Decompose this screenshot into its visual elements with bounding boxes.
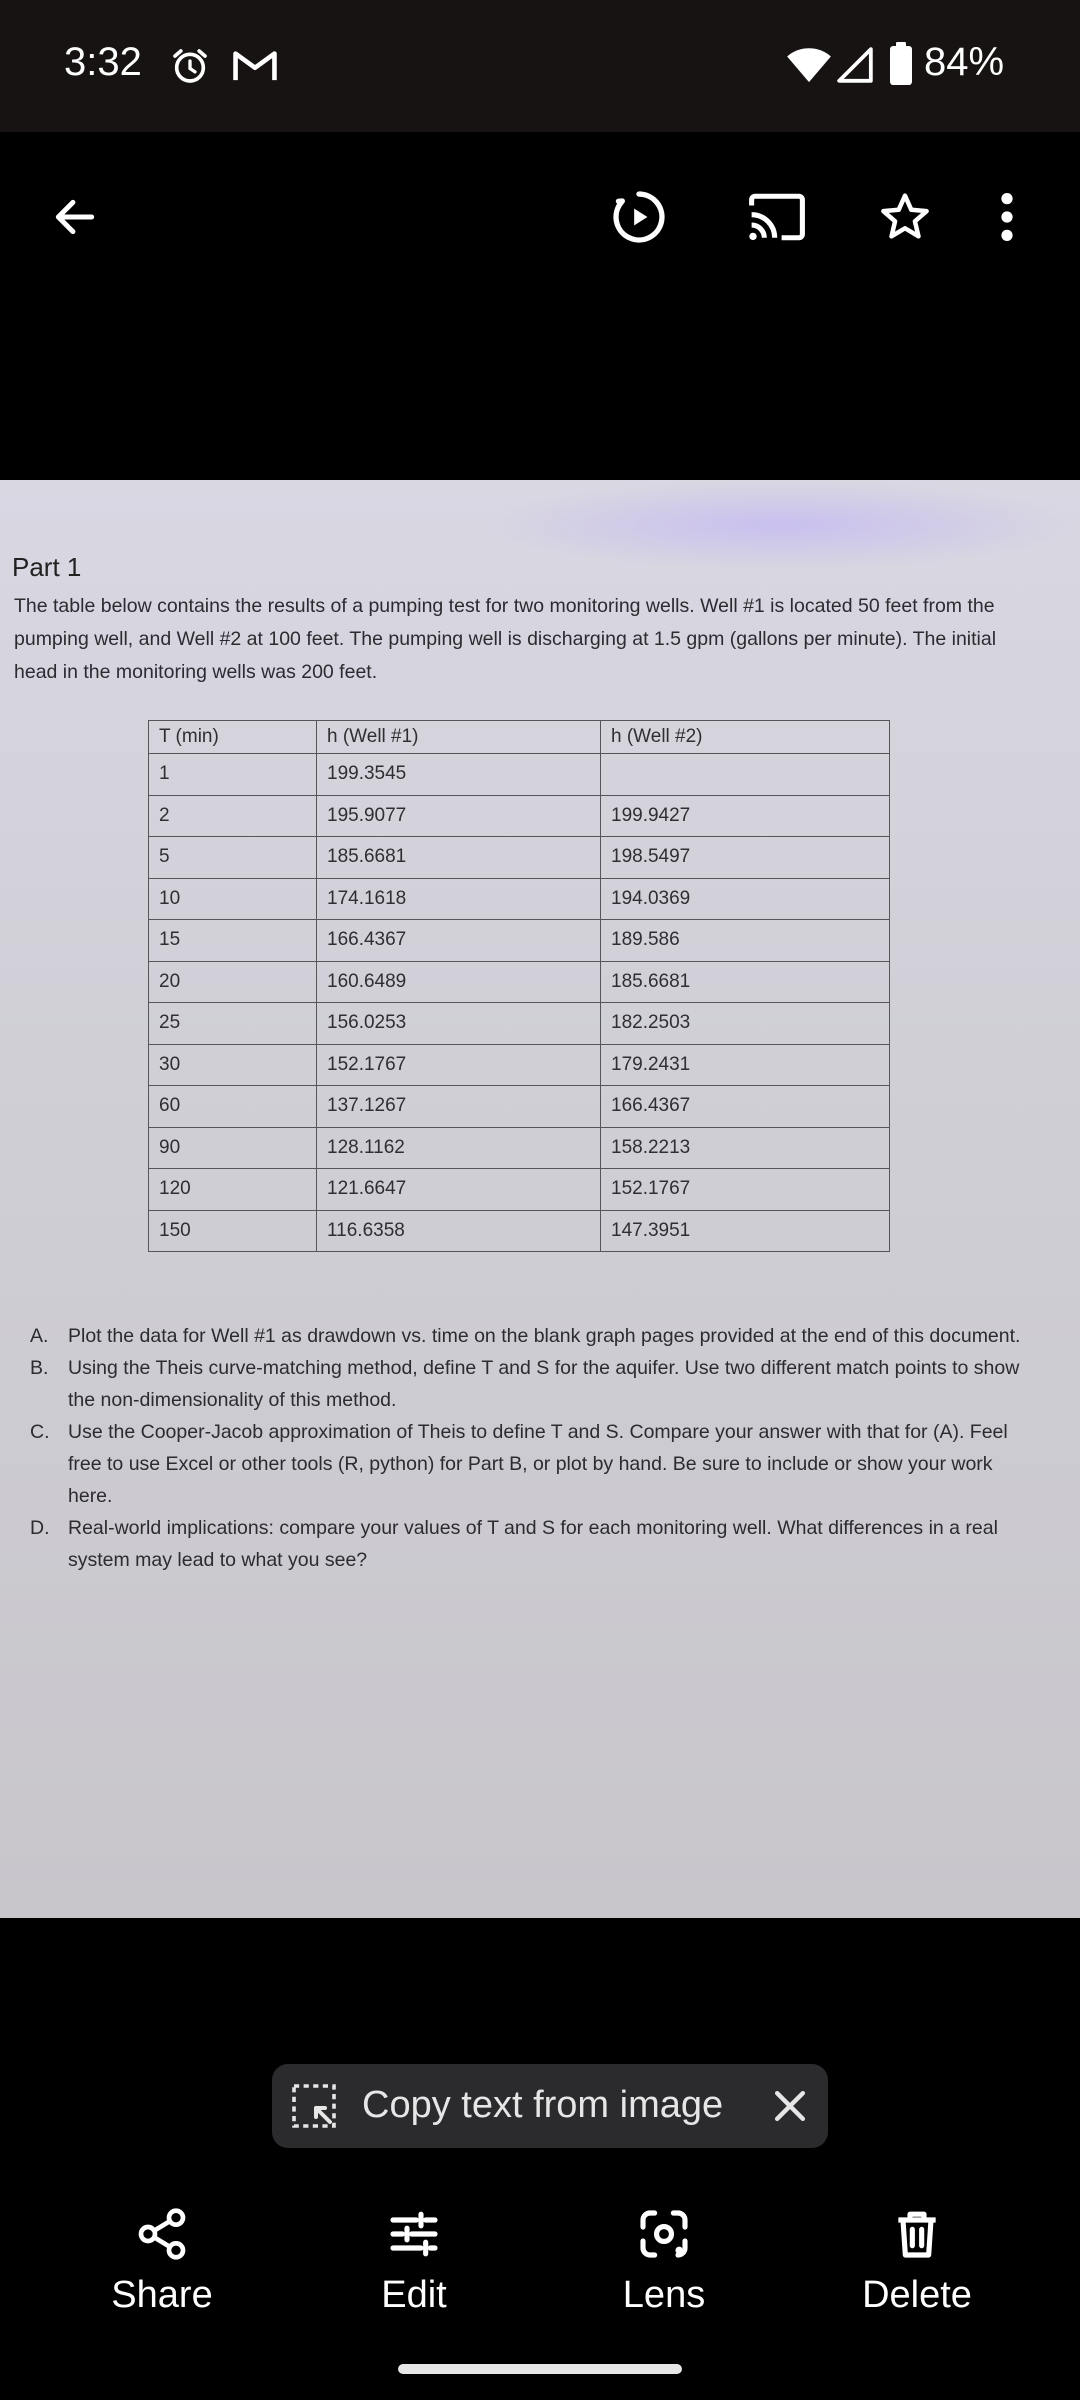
table-header: T (min) bbox=[149, 721, 317, 754]
status-time: 3:32 bbox=[64, 40, 142, 84]
question-letter: C. bbox=[30, 1421, 50, 1443]
signal-icon bbox=[836, 46, 874, 84]
cast-button[interactable] bbox=[742, 182, 812, 252]
more-options-button[interactable] bbox=[982, 182, 1032, 252]
document-heading: Part 1 bbox=[12, 552, 82, 582]
alarm-icon bbox=[170, 46, 210, 86]
table-cell: 5 bbox=[149, 837, 317, 879]
table-cell: 20 bbox=[149, 961, 317, 1003]
table-row bbox=[149, 878, 890, 920]
table-cell: 166.4367 bbox=[601, 1086, 890, 1128]
tune-icon bbox=[386, 2206, 442, 2262]
question-item bbox=[30, 1416, 1040, 1512]
table-header-row bbox=[149, 721, 890, 754]
share-icon bbox=[134, 2206, 190, 2262]
table-row bbox=[149, 920, 890, 962]
table-cell: 30 bbox=[149, 1044, 317, 1086]
lens-button[interactable] bbox=[564, 2200, 764, 2320]
table-cell: 128.1162 bbox=[317, 1127, 601, 1169]
table-row bbox=[149, 1086, 890, 1128]
question-text: Using the Theis curve-matching method, define T and S for the aquifer. Use two different match points to show the non-dimensionality of this method. bbox=[68, 1357, 1020, 1411]
battery-percent: 84% bbox=[924, 40, 1005, 84]
table-row bbox=[149, 1169, 890, 1211]
table-row bbox=[149, 754, 890, 796]
slideshow-button[interactable] bbox=[604, 182, 674, 252]
table-cell: 60 bbox=[149, 1086, 317, 1128]
delete-label: Delete bbox=[862, 2274, 972, 2316]
star-icon bbox=[878, 190, 932, 244]
question-letter: A. bbox=[30, 1325, 49, 1347]
share-label: Share bbox=[111, 2274, 213, 2316]
favorite-button[interactable] bbox=[870, 182, 940, 252]
table-cell bbox=[601, 754, 890, 796]
question-text: Plot the data for Well #1 as drawdown vs. time on the blank graph pages provided at the end of this document. bbox=[68, 1325, 1021, 1347]
table-cell: 10 bbox=[149, 878, 317, 920]
question-text: Real-world implications: compare your values of T and S for each monitoring well. What differences in a real system may lead to what you see? bbox=[68, 1517, 998, 1571]
table-row bbox=[149, 1003, 890, 1045]
close-icon[interactable] bbox=[768, 2084, 812, 2128]
edit-button[interactable] bbox=[314, 2200, 514, 2320]
table-cell: 199.9427 bbox=[601, 795, 890, 837]
gmail-icon bbox=[232, 48, 278, 84]
back-button[interactable] bbox=[40, 182, 110, 252]
table-row bbox=[149, 961, 890, 1003]
question-item bbox=[30, 1320, 1040, 1352]
table-cell: 194.0369 bbox=[601, 878, 890, 920]
table-cell: 120 bbox=[149, 1169, 317, 1211]
document-intro: The table below contains the results of a pumping test for two monitoring wells. Well #1 is located 50 feet from the pumping well, and Well #2 at 100 feet. The pumping well is discharging at 1.5 gpm (gallons per minute). The initial head in the monitoring wells was 200 feet. bbox=[14, 595, 997, 683]
table-cell: 137.1267 bbox=[317, 1086, 601, 1128]
more-vert-icon bbox=[1000, 191, 1014, 243]
cast-icon bbox=[747, 191, 807, 243]
back-arrow-icon bbox=[50, 192, 100, 242]
question-item bbox=[30, 1512, 1040, 1576]
table-header: h (Well #2) bbox=[601, 721, 890, 754]
lens-icon bbox=[636, 2206, 692, 2262]
photo-viewer[interactable] bbox=[0, 480, 1080, 1918]
wifi-icon bbox=[786, 46, 832, 84]
table-row bbox=[149, 1127, 890, 1169]
edit-label: Edit bbox=[381, 2274, 447, 2316]
trash-icon bbox=[889, 2206, 945, 2262]
table-cell: 182.2503 bbox=[601, 1003, 890, 1045]
table-row bbox=[149, 795, 890, 837]
table-cell: 174.1618 bbox=[317, 878, 601, 920]
question-letter: B. bbox=[30, 1357, 49, 1379]
question-letter: D. bbox=[30, 1517, 50, 1539]
table-cell: 25 bbox=[149, 1003, 317, 1045]
slideshow-icon bbox=[610, 188, 668, 246]
table-cell: 150 bbox=[149, 1210, 317, 1252]
table-cell: 166.4367 bbox=[317, 920, 601, 962]
table-cell: 185.6681 bbox=[317, 837, 601, 879]
table-cell: 189.586 bbox=[601, 920, 890, 962]
table-cell: 116.6358 bbox=[317, 1210, 601, 1252]
question-list bbox=[30, 1320, 1040, 1576]
table-cell: 158.2213 bbox=[601, 1127, 890, 1169]
status-bar bbox=[0, 0, 1080, 132]
photo-glare bbox=[480, 480, 1080, 570]
pumping-test-table bbox=[148, 720, 890, 1252]
table-cell: 121.6647 bbox=[317, 1169, 601, 1211]
battery-icon bbox=[888, 42, 914, 86]
copy-text-chip[interactable] bbox=[272, 2064, 828, 2148]
table-cell: 195.9077 bbox=[317, 795, 601, 837]
table-cell: 179.2431 bbox=[601, 1044, 890, 1086]
home-indicator[interactable] bbox=[398, 2364, 682, 2374]
table-row bbox=[149, 1210, 890, 1252]
question-text: Use the Cooper-Jacob approximation of Theis to define T and S. Compare your answer with that for (A). Feel free to use Excel or other tools (R, python) for Part B, or plot by hand. Be sure to include or show your work here. bbox=[68, 1421, 1008, 1507]
share-button[interactable] bbox=[62, 2200, 262, 2320]
table-cell: 2 bbox=[149, 795, 317, 837]
table-cell: 147.3951 bbox=[601, 1210, 890, 1252]
table-row bbox=[149, 837, 890, 879]
table-cell: 156.0253 bbox=[317, 1003, 601, 1045]
table-cell: 199.3545 bbox=[317, 754, 601, 796]
table-cell: 160.6489 bbox=[317, 961, 601, 1003]
table-cell: 198.5497 bbox=[601, 837, 890, 879]
copy-text-label: Copy text from image bbox=[362, 2084, 724, 2126]
lens-label: Lens bbox=[622, 2274, 706, 2316]
table-row bbox=[149, 1044, 890, 1086]
table-cell: 1 bbox=[149, 754, 317, 796]
select-text-icon bbox=[290, 2082, 338, 2130]
table-cell: 152.1767 bbox=[317, 1044, 601, 1086]
delete-button[interactable] bbox=[817, 2200, 1017, 2320]
app-bar bbox=[0, 132, 1080, 300]
table-cell: 152.1767 bbox=[601, 1169, 890, 1211]
table-cell: 185.6681 bbox=[601, 961, 890, 1003]
table-cell: 15 bbox=[149, 920, 317, 962]
table-cell: 90 bbox=[149, 1127, 317, 1169]
table-header: h (Well #1) bbox=[317, 721, 601, 754]
question-item bbox=[30, 1352, 1040, 1416]
